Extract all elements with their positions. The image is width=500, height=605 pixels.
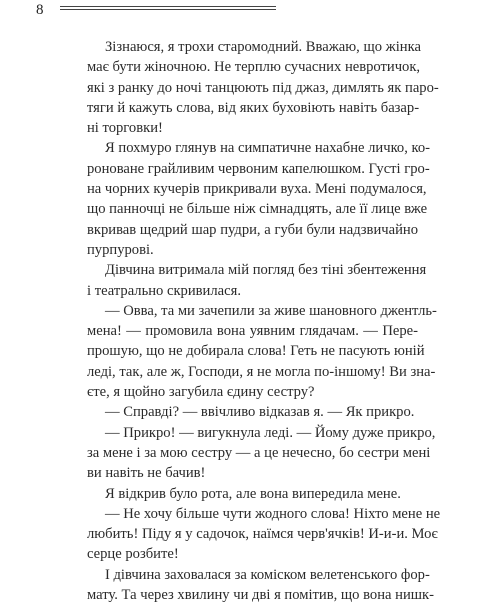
page-header (36, 0, 276, 26)
text-line: серце розбите! (87, 546, 179, 563)
text-line: — Овва, та ми зачепили за живе шановного джентль- (105, 302, 437, 319)
text-line: і театрально скривилася. (87, 282, 241, 299)
page-number: 8 (36, 2, 44, 18)
text-line: має бути жіночною. Не терплю сучасних невротичок, (87, 59, 421, 76)
text-line: Я відкрив було рота, але вона випередила мене. (105, 485, 401, 502)
text-line: за мене і за мою сестру — а це нечесно, бо сестри мені (87, 444, 431, 461)
text-line: — Справді? — ввічливо відказав я. — Як прикро. (105, 404, 415, 421)
text-line: Дівчина витримала мій погляд без тіні збентеження (105, 262, 427, 279)
text-line: прошую, що не добирала слова! Геть не пасують юній (87, 343, 425, 360)
text-line: Зізнаюся, я трохи старомодний. Вважаю, що жінка (105, 39, 421, 55)
text-line: що панночці не більше ніж сімнадцять, але її лице вже (87, 201, 428, 218)
text-line: ви навіть не бачив! (87, 465, 206, 482)
text-line: ні торговки! (87, 120, 163, 137)
text-line: тяги й кажуть слова, від яких буховіють навіть базар- (87, 99, 420, 116)
text-line: І дівчина заховалася за коміском велетенського фор- (105, 566, 430, 583)
text-line: — Прикро! — вигукнула леді. — Йому дуже прикро, (105, 424, 436, 441)
text-line: вкривав щедрий шар пудри, а губи були надзвичайно (87, 221, 418, 238)
body-text (87, 37, 441, 605)
text-line: на чорних кучерів прикривали вуха. Мені подумалося, (87, 181, 427, 198)
text-line: пурпурові. (87, 241, 154, 258)
text-line: мена! — промовила вона уявним глядачам. — Пере- (87, 323, 418, 340)
text-line: Я похмуро глянув на симпатичне нахабне личко, ко- (105, 140, 431, 157)
header-rule (60, 6, 276, 7)
text-line: які з ранку до ночі танцюють під джаз, димлять як паро- (87, 79, 439, 96)
text-line: любить! Піду я у садочок, наїмся черв'ячків! И-и-и. Моє (87, 526, 438, 543)
text-line: — Не хочу більше чути жодного слова! Ніхто мене не (105, 505, 441, 522)
header-rule (60, 9, 276, 10)
text-line: мату. Та через хвилину чи дві я помітив, що вона нишк- (87, 587, 434, 604)
text-line: єте, я щойно загубила єдину сестру? (87, 384, 315, 401)
text-line: леді, так, але ж, Господи, я не могла по-іншому! Ви зна- (87, 363, 436, 380)
text-line: роноване грайливим червоним капелюшком. Густі гро- (87, 160, 430, 177)
